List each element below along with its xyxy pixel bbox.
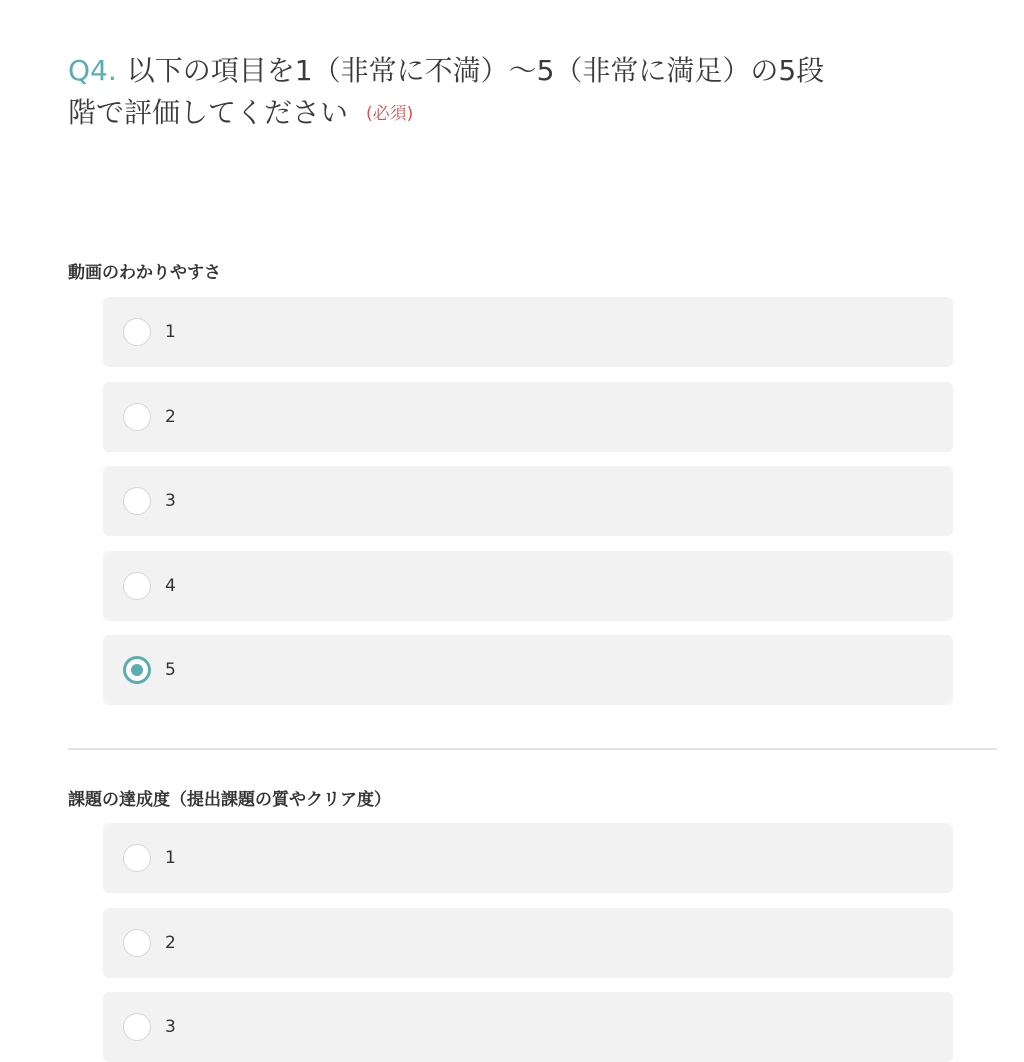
required-label: (必須)	[366, 104, 414, 124]
radio-button[interactable]	[123, 1013, 151, 1041]
radio-button[interactable]	[123, 487, 151, 515]
radio-button[interactable]	[123, 844, 151, 872]
option-video-clarity-1[interactable]	[103, 297, 953, 367]
option-label: 4	[165, 576, 176, 596]
radio-button[interactable]	[123, 318, 151, 346]
question-header	[68, 50, 968, 135]
question-number: Q4.	[68, 54, 117, 87]
section-divider	[68, 748, 997, 750]
question-text-line2: 階で評価してください	[68, 96, 349, 129]
option-label: 1	[165, 848, 176, 868]
option-label: 1	[165, 322, 176, 342]
option-label: 3	[165, 1017, 176, 1037]
option-label: 2	[165, 933, 176, 953]
question-text-line1: 以下の項目を1（非常に不満）〜5（非常に満足）の5段	[126, 54, 825, 87]
option-task-achievement-2[interactable]	[103, 908, 953, 978]
radio-button[interactable]	[123, 929, 151, 957]
option-video-clarity-4[interactable]	[103, 551, 953, 621]
radio-button[interactable]	[123, 403, 151, 431]
option-label: 3	[165, 491, 176, 511]
radio-button[interactable]	[123, 572, 151, 600]
item-label-video-clarity: 動画のわかりやすさ	[68, 263, 221, 283]
option-video-clarity-3[interactable]	[103, 466, 953, 536]
option-label: 2	[165, 407, 176, 427]
radio-button-selected[interactable]	[123, 656, 151, 684]
option-label: 5	[165, 660, 176, 680]
option-task-achievement-1[interactable]	[103, 823, 953, 893]
option-task-achievement-3[interactable]	[103, 992, 953, 1062]
option-video-clarity-2[interactable]	[103, 382, 953, 452]
radio-selected-dot	[131, 664, 143, 676]
item-label-task-achievement: 課題の達成度（提出課題の質やクリア度）	[68, 790, 391, 810]
option-video-clarity-5[interactable]	[103, 635, 953, 705]
